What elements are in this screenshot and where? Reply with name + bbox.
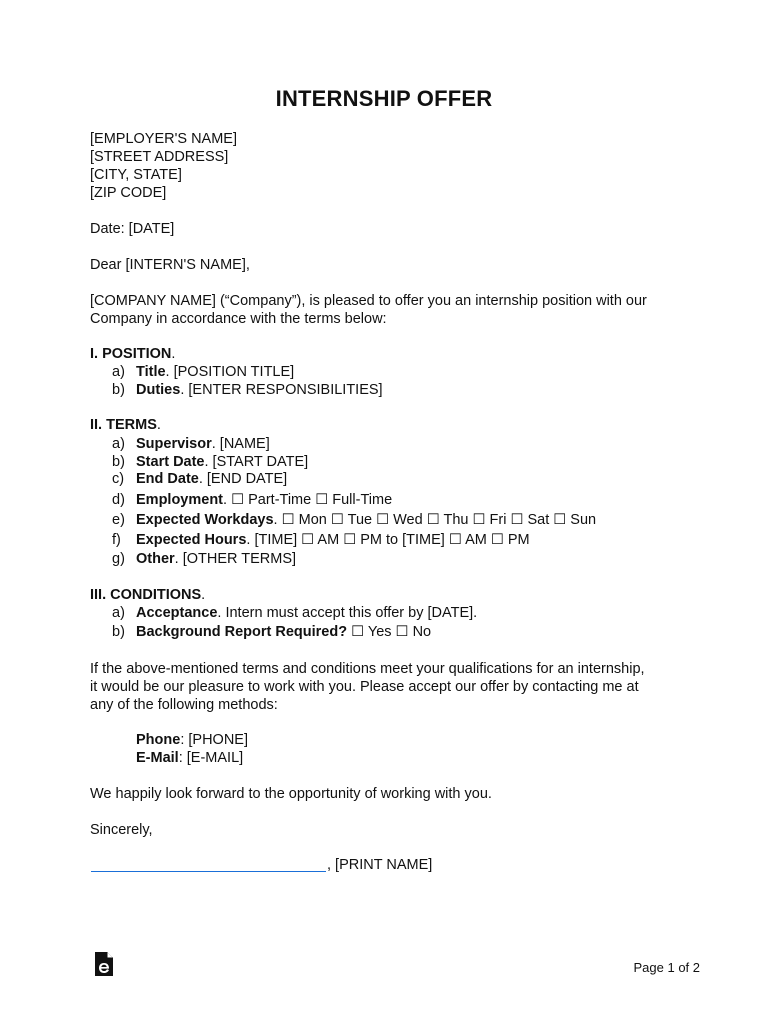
closing-line-2: it would be our pleasure to work with you. Please accept our offer by contacting me at [90, 679, 639, 695]
list-item: b) Duties. [ENTER RESPONSIBILITIES] [112, 382, 383, 398]
list-item: a) Acceptance. Intern must accept this offer by [DATE]. [112, 605, 478, 621]
greeting: Dear [INTERN'S NAME], [90, 257, 250, 273]
phone-line: Phone: [PHONE] [136, 732, 248, 748]
list-item: e) Expected Workdays. ☐ Mon ☐ Tue ☐ Wed ☐ Thu ☐ Fri ☐ Sat ☐ Sun [112, 512, 597, 528]
page-number: Page 1 of 2 [633, 960, 700, 975]
document-logo-icon [94, 951, 114, 977]
email-line: E-Mail: [E-MAIL] [136, 750, 244, 766]
intro-line-2: Company in accordance with the terms below: [90, 311, 387, 327]
section-terms-heading: II. TERMS. [90, 417, 161, 433]
forward-line: We happily look forward to the opportunity of working with you. [90, 786, 492, 802]
list-item: a) Title. [POSITION TITLE] [112, 364, 295, 380]
list-item: b) Background Report Required? ☐ Yes ☐ No [112, 624, 432, 640]
closing-line-3: any of the following methods: [90, 697, 278, 713]
section-conditions-heading: III. CONDITIONS. [90, 587, 206, 603]
list-item: c) End Date. [END DATE] [112, 471, 288, 487]
print-name: , [PRINT NAME] [327, 857, 433, 873]
list-item: f) Expected Hours. [TIME] ☐ AM ☐ PM to [TIME] ☐ AM ☐ PM [112, 532, 530, 548]
signature-line[interactable] [91, 871, 326, 872]
list-item: b) Start Date. [START DATE] [112, 454, 309, 470]
section-position-heading: I. POSITION. [90, 346, 176, 362]
zip-code: [ZIP CODE] [90, 185, 167, 201]
list-item: g) Other. [OTHER TERMS] [112, 551, 297, 567]
date-line: Date: [DATE] [90, 221, 175, 237]
street-address: [STREET ADDRESS] [90, 149, 229, 165]
city-state: [CITY, STATE] [90, 167, 182, 183]
list-item: d) Employment. ☐ Part-Time ☐ Full-Time [112, 492, 393, 508]
employer-name: [EMPLOYER'S NAME] [90, 131, 237, 147]
closing-line-1: If the above-mentioned terms and conditions meet your qualifications for an internship, [90, 661, 645, 677]
sincerely-line: Sincerely, [90, 822, 153, 838]
intro-line-1: [COMPANY NAME] (“Company”), is pleased to offer you an internship position with our [90, 293, 647, 309]
list-item: a) Supervisor. [NAME] [112, 436, 270, 452]
document-title: INTERNSHIP OFFER [275, 86, 493, 111]
